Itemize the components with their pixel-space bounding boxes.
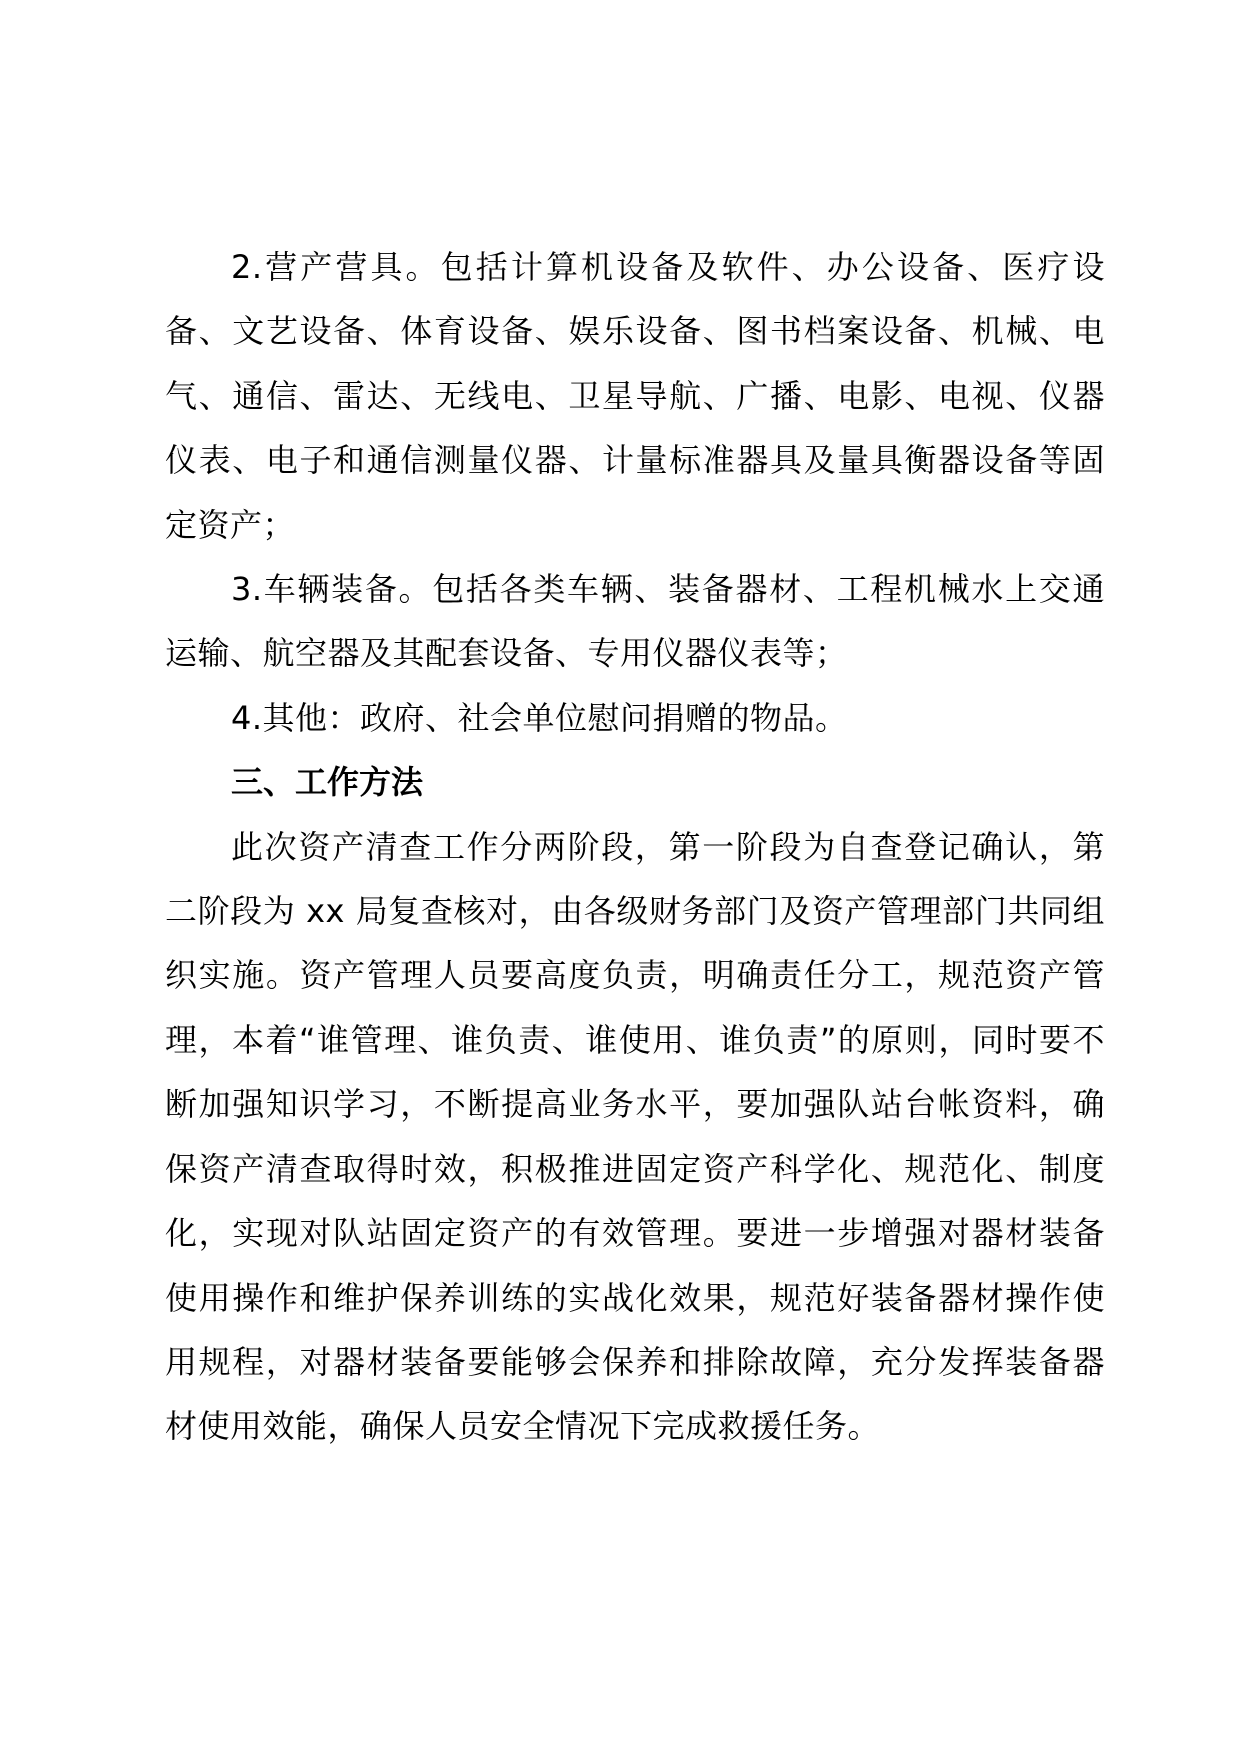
document-body (165, 235, 1105, 1459)
paragraph-equipment-category-3: 3.车辆装备。包括各类车辆、装备器材、工程机械水上交通运输、航空器及其配套设备、专用仪器仪表等； (165, 570, 1105, 673)
paragraph-equipment-category-2: 2.营产营具。包括计算机设备及软件、办公设备、医疗设备、文艺设备、体育设备、娱乐设备、图书档案设备、机械、电气、通信、雷达、无线电、卫星导航、广播、电影、电视、仪器仪表、电子和通信测量仪器、计量标准器具及量具衡器设备等固定资产； (165, 248, 1105, 544)
paragraph-equipment-category-4: 4.其他：政府、社会单位慰问捐赠的物品。 (231, 698, 848, 737)
paragraph-work-method: 此次资产清查工作分两阶段，第一阶段为自查登记确认，第二阶段为 xx 局复查核对，由各级财务部门及资产管理部门共同组织实施。资产管理人员要高度负责，明确责任分工，规范资产管理，本着“谁管理、谁负责、谁使用、谁负责”的原则，同时要不断加强知识学习，不断提高业务水平，要加强队站台帐资料，确保资产清查取得时效，积极推进固定资产科学化、规范化、制度化，实现对队站固定资产的有效管理。要进一步增强对器材装备使用操作和维护保养训练的实战化效果，规范好装备器材操作使用规程，对器材装备要能够会保养和排除故障，充分发挥装备器材使用效能，确保人员安全情况下完成救援任务。 (165, 827, 1105, 1446)
section-heading-work-method: 三、工作方法 (231, 763, 424, 802)
